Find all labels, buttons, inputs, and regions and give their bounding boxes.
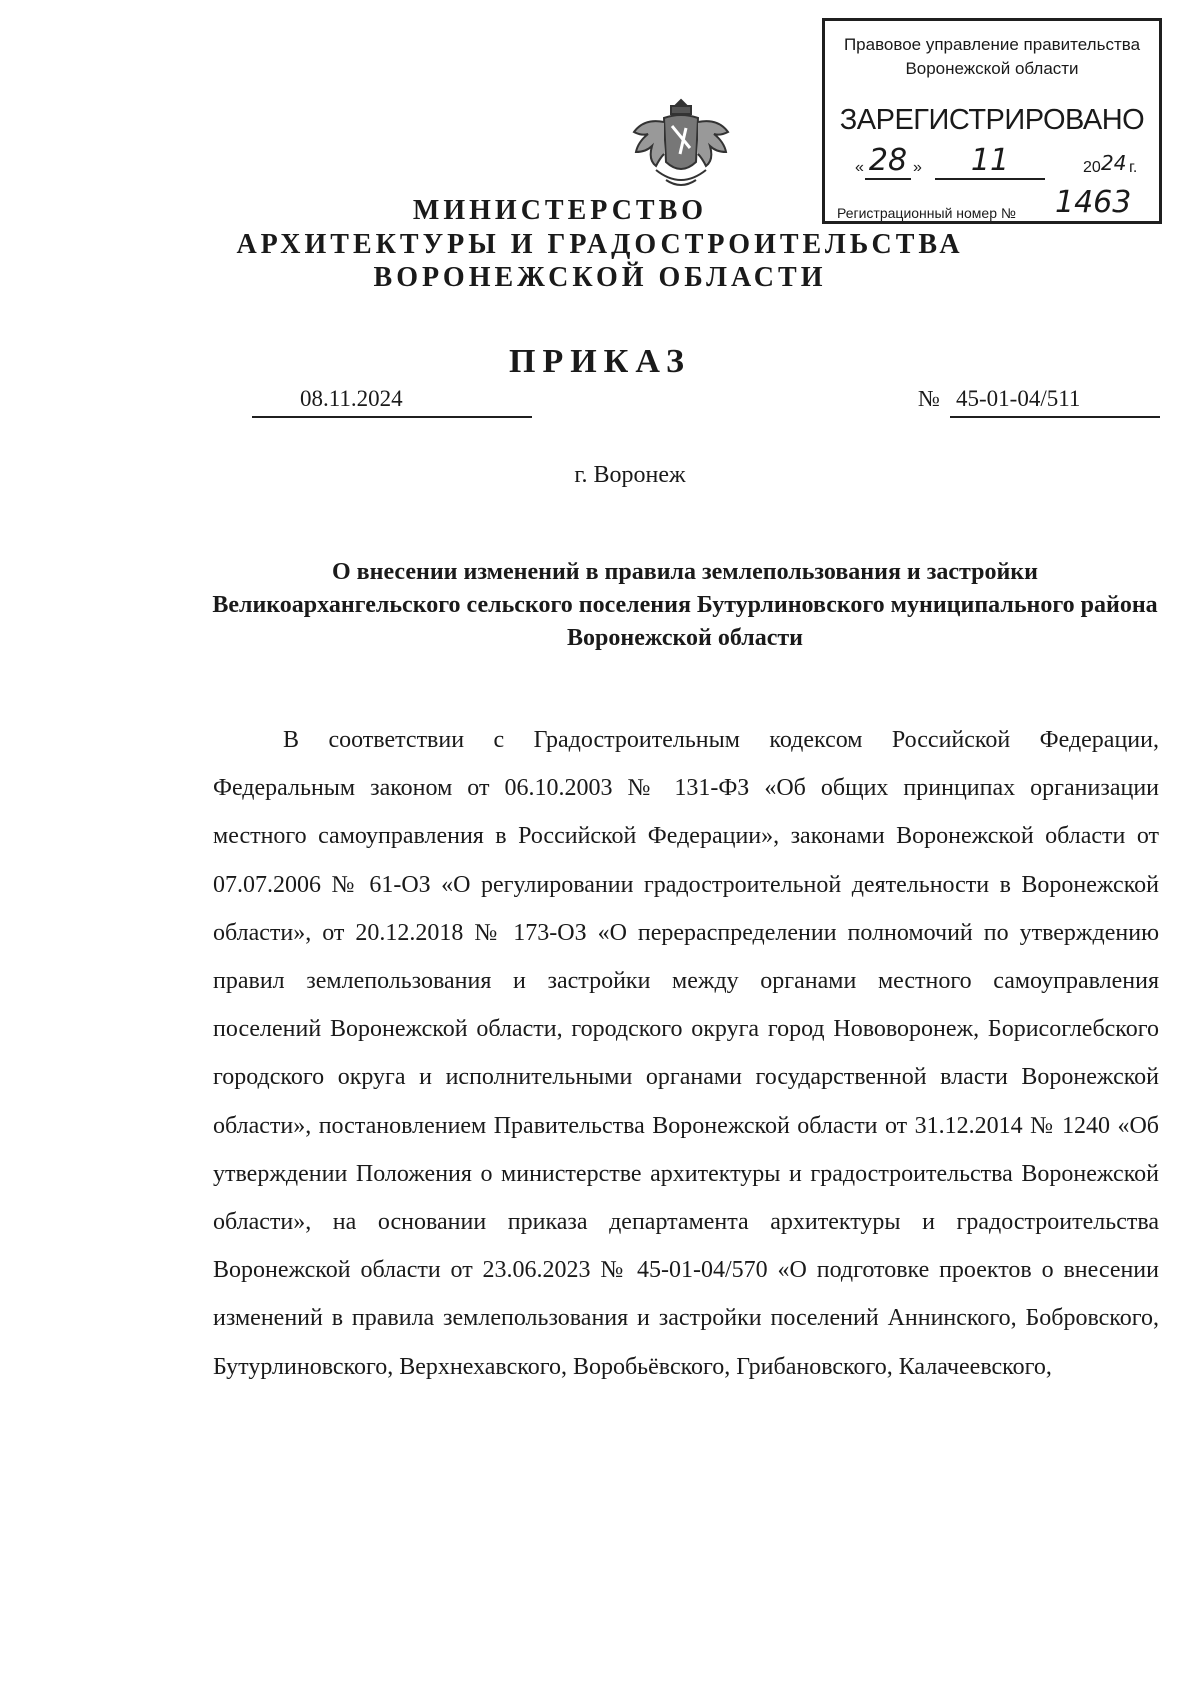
stamp-registered-label: ЗАРЕГИСТРИРОВАНО [839,104,1145,136]
document-body-paragraph: В соответствии с Градостроительным кодексом Российской Федерации, Федеральным законом от 06.10.2003 № 131-ФЗ «Об общих принципах организации местного самоуправления в Российской Федерации», законами Воронежской области от 07.07.2006 № 61-ОЗ «О регулировании градостроительной деятельности в Воронежской области», от 20.12.2018 № 173-ОЗ «О перераспределении полномочий по утверждению правил землепользования и застройки между органами местного самоуправления поселений Воронежской области, городского округа город Нововоронеж, Борисоглебского городского округа и исполнительными органами государственной власти Воронежской области», постановлением Правительства Воронежской области от 31.12.2014 № 1240 «Об утверждении Положения о министерстве архитектуры и градостроительства Воронежской области», на основании приказа департамента архитектуры и градостроительства Воронежской области от 23.06.2023 № 45-01-04/570 «О подготовке проектов о внесении изменений в правила землепользования и застройки поселений Аннинского, Бобровского, Бутурлиновского, Верхнехавского, Воробьёвского, Грибановского, Калачеевского, [213,727,1159,1380]
stamp-reg-label: Регистрационный номер № [837,205,1016,221]
stamp-day: 28 [865,143,911,180]
stamp-year-prefix: 20 [1083,159,1101,176]
stamp-org-line1: Правовое управление правительства [843,35,1141,54]
stamp-organization [825,33,1159,81]
document-type-heading: ПРИКАЗ [509,343,691,380]
coat-of-arms-emblem [626,92,736,202]
stamp-registration-date: « 28 » 11 20 24 г. [855,143,1138,178]
document-title: О внесении изменений в правила землепользования и застройки Великоархангельского сельского поселения Бутурлиновского муниципального района Воронежской области [212,559,1158,651]
stamp-reg-number: 1463 [1055,185,1132,220]
stamp-org-line2: Воронежской области [905,59,1079,78]
stamp-month: 11 [935,143,1045,180]
document-number-label: № [918,386,940,411]
document-date: 08.11.2024 [252,386,532,418]
document-city: г. Воронеж [574,462,686,488]
stamp-year-unit: г. [1129,159,1138,176]
ministry-name-line1: МИНИСТЕРСТВО [412,195,708,226]
ministry-name-line2: АРХИТЕКТУРЫ И ГРАДОСТРОИТЕЛЬСТВА [236,229,964,260]
ministry-name-line3: ВОРОНЕЖСКОЙ ОБЛАСТИ [373,262,827,293]
stamp-year-suffix: 24 [1101,151,1127,175]
document-number: 45-01-04/511 [950,386,1160,418]
